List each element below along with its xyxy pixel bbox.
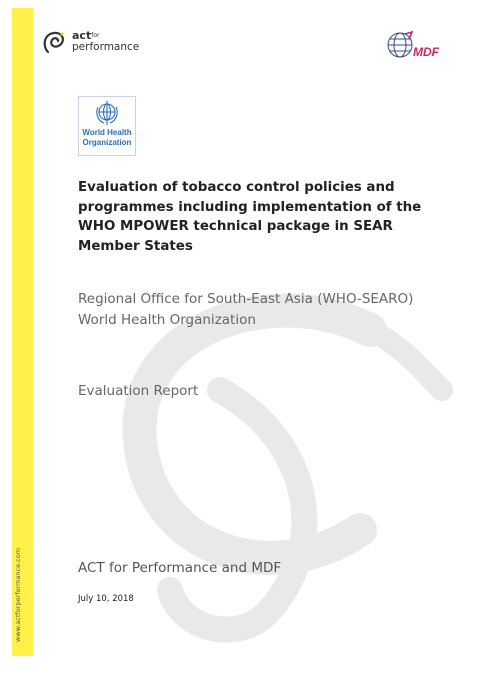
for-word: for [91, 32, 100, 39]
who-name-line2: Organization [82, 137, 132, 147]
document-title: Evaluation of tobacco control policies and programmes including implementation of the WHO MPOWER technical package in SEAR Member States [78, 180, 422, 254]
office-line1: Regional Office for South-East Asia (WHO-SEARO) [78, 291, 414, 307]
who-name [79, 128, 135, 147]
act-bird-icon [40, 28, 70, 58]
report-date: July 10, 2018 [78, 594, 134, 604]
report-type: Evaluation Report [78, 383, 199, 399]
act-word: act [72, 29, 92, 42]
sidebar-url-text: www.actforperformance.com [14, 548, 22, 642]
who-logo [78, 96, 136, 156]
authors: ACT for Performance and MDF [78, 560, 282, 576]
mdf-text: MDF [413, 45, 439, 59]
who-emblem-icon [92, 99, 122, 127]
who-name-line1: World Health [82, 128, 132, 137]
sidebar-url [14, 548, 26, 642]
performance-word: performance [72, 41, 140, 53]
act-for-performance-logo [40, 28, 150, 58]
mdf-globe-icon [385, 30, 415, 60]
office-block [78, 289, 458, 331]
act-logo-text [72, 31, 139, 52]
office-line2: World Health Organization [78, 312, 256, 328]
mdf-logo [385, 30, 445, 64]
